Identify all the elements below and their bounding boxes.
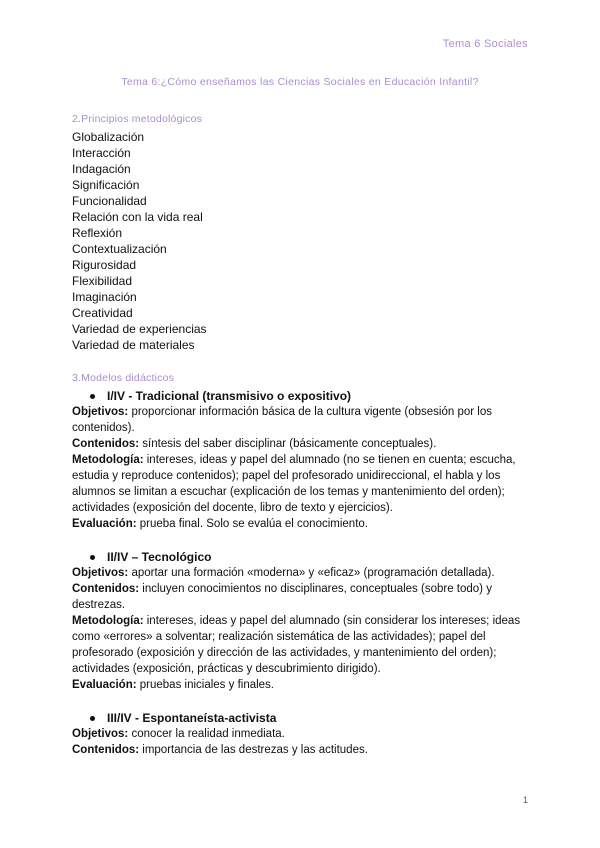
model-title <box>72 549 532 565</box>
section-heading-models: 3.Modelos didácticos <box>72 372 175 384</box>
list-item: Rigurosidad <box>72 258 137 272</box>
field-key: Metodología: <box>72 454 144 466</box>
field-key: Evaluación: <box>72 679 137 691</box>
model-field <box>72 742 532 758</box>
model-field <box>72 581 532 613</box>
document-title: Tema 6:¿Cómo enseñamos las Ciencias Sociales en Educación Infantil? <box>121 76 479 88</box>
model-traditional <box>72 388 532 532</box>
principles-list <box>72 129 207 353</box>
model-field <box>72 613 532 677</box>
models-section <box>72 388 532 775</box>
model-field <box>72 516 532 532</box>
list-item: Significación <box>72 178 140 192</box>
list-item: Relación con la vida real <box>72 210 203 224</box>
bullet-icon <box>90 555 95 560</box>
field-text: pruebas iniciales y finales. <box>139 679 275 691</box>
model-title <box>72 710 532 726</box>
list-item: Reflexión <box>72 226 123 240</box>
list-item: Globalización <box>72 130 145 144</box>
field-key: Objetivos: <box>72 406 129 418</box>
field-text: aportar una formación «moderna» y «eficaz» (programación detallada). <box>131 567 495 579</box>
model-field <box>72 404 532 436</box>
field-key: Evaluación: <box>72 518 137 530</box>
model-field <box>72 452 532 516</box>
list-item: Funcionalidad <box>72 194 147 208</box>
field-key: Contenidos: <box>72 583 140 595</box>
model-title-text: III/IV - Espontaneísta-activista <box>107 711 277 725</box>
model-field <box>72 565 532 581</box>
list-item: Imaginación <box>72 290 137 304</box>
model-title-text: II/IV – Tecnológico <box>107 550 212 564</box>
model-spontaneist <box>72 710 532 758</box>
bullet-icon <box>90 394 95 399</box>
model-title <box>72 388 532 404</box>
list-item: Indagación <box>72 162 131 176</box>
field-key: Contenidos: <box>72 438 140 450</box>
model-title-text: I/IV - Tradicional (transmisivo o expositivo) <box>107 389 352 403</box>
list-item: Variedad de materiales <box>72 338 195 352</box>
list-item: Creatividad <box>72 306 133 320</box>
list-item: Variedad de experiencias <box>72 322 207 336</box>
running-header: Tema 6 Sociales <box>442 38 528 50</box>
field-text: importancia de las destrezas y las actitudes. <box>142 744 368 756</box>
field-text: intereses, ideas y papel del alumnado (no se tienen en cuenta; escucha, estudia y reproduce contenidos); papel del profesorado unidireccional, el habla y los alumnos se limitan a escuchar (explicación de los temas y mantenimiento del orden); actividades (exposición del docente, libro de texto y ejercicios). <box>72 454 516 514</box>
model-field <box>72 726 532 742</box>
model-field <box>72 436 532 452</box>
model-technological <box>72 549 532 693</box>
field-key: Contenidos: <box>72 744 140 756</box>
page-number: 1 <box>523 795 529 805</box>
model-field <box>72 677 532 693</box>
field-key: Metodología: <box>72 615 144 627</box>
list-item: Contextualización <box>72 242 167 256</box>
bullet-icon <box>90 716 95 721</box>
field-text: proporcionar información básica de la cultura vigente (obsesión por los contenidos). <box>72 406 492 434</box>
field-text: intereses, ideas y papel del alumnado (sin considerar los intereses; ideas como «errores» a solventar; realización sistemática de las actividades); papel del profesorado (exposición y dirección de las actividades, y mantenimiento del orden); actividades (exposición, prácticas y descubrimiento dirigido). <box>72 615 521 675</box>
list-item: Flexibilidad <box>72 274 133 288</box>
field-text: prueba final. Solo se evalúa el conocimiento. <box>139 518 368 530</box>
field-text: síntesis del saber disciplinar (básicamente conceptuales). <box>142 438 437 450</box>
field-text: incluyen conocimientos no disciplinares, conceptuales (sobre todo) y destrezas. <box>72 583 492 611</box>
section-heading-principles: 2.Principios metodológicos <box>72 113 203 125</box>
field-text: conocer la realidad inmediata. <box>131 728 285 740</box>
field-key: Objetivos: <box>72 728 129 740</box>
list-item: Interacción <box>72 146 131 160</box>
field-key: Objetivos: <box>72 567 129 579</box>
